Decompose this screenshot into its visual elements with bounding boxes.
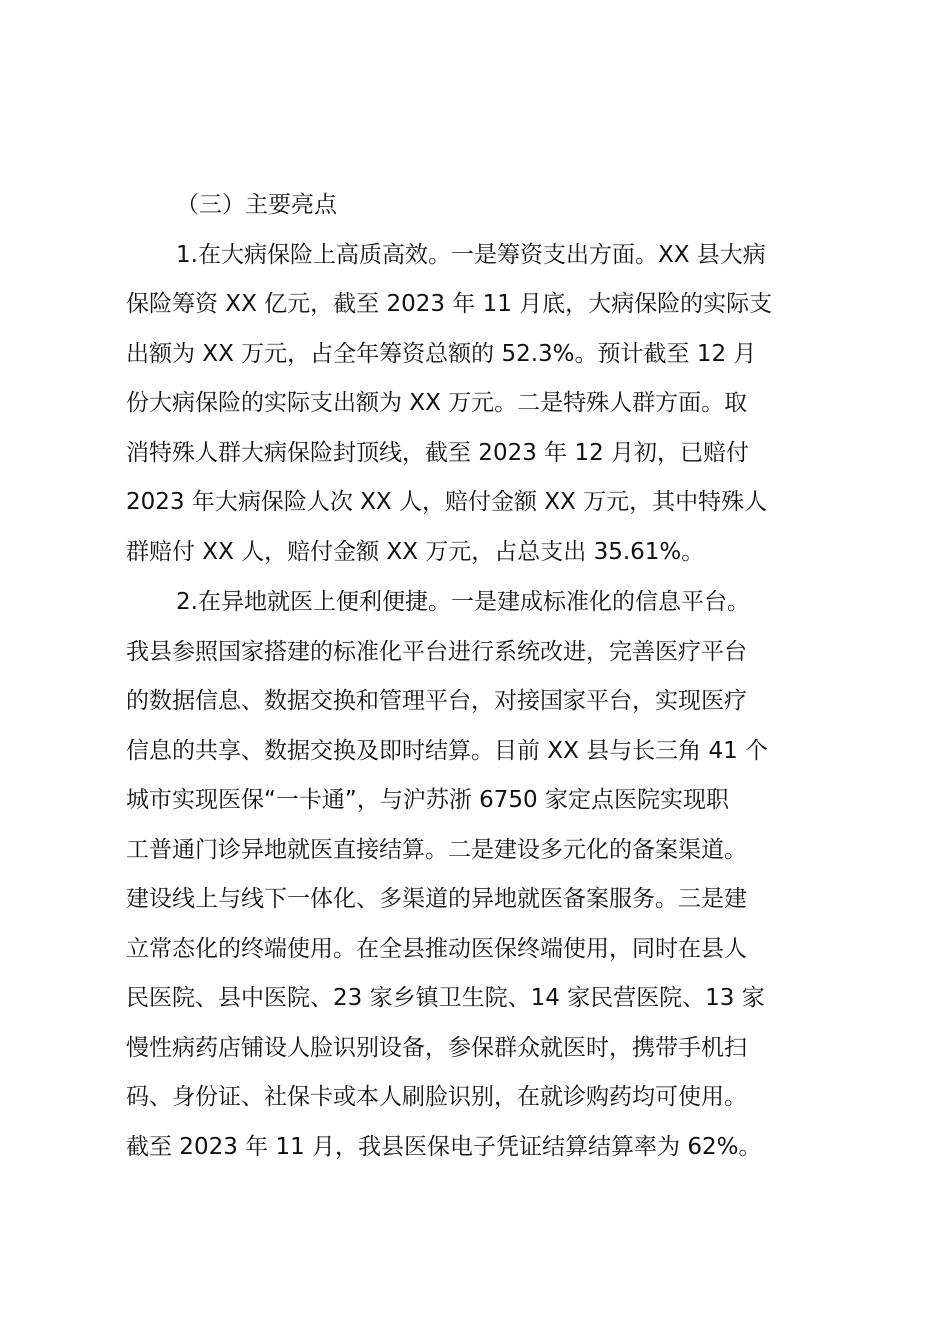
paragraph-2-line-7: 建设线上与线下一体化、多渠道的异地就医备案服务。三是建 <box>126 886 747 912</box>
paragraph-1-line-4: 份大病保险的实际支出额为 XX 万元。二是特殊人群方面。取 <box>126 390 748 416</box>
paragraph-2-line-6: 工普通门诊异地就医直接结算。二是建设多元化的备案渠道。 <box>126 837 747 863</box>
paragraph-2-line-12: 截至 2023 年 11 月，我县医保电子凭证结算结算率为 62%。 <box>126 1134 762 1160</box>
paragraph-1-line-7: 群赔付 XX 人，赔付金额 XX 万元，占总支出 35.61%。 <box>126 539 705 565</box>
paragraph-2-line-3: 的数据信息、数据交换和管理平台，对接国家平台，实现医疗 <box>126 688 747 714</box>
paragraph-1-line-2: 保险筹资 XX 亿元，截至 2023 年 11 月底，大病保险的实际支 <box>126 291 773 317</box>
paragraph-1-line-5: 消特殊人群大病保险封顶线，截至 2023 年 12 月初，已赔付 <box>126 440 750 466</box>
paragraph-1-line-3: 出额为 XX 万元，占全年筹资总额的 52.3%。预计截至 12 月 <box>126 341 757 367</box>
paragraph-2-line-4: 信息的共享、数据交换及即时结算。目前 XX 县与长三角 41 个 <box>126 738 769 764</box>
paragraph-1-line-6: 2023 年大病保险人次 XX 人，赔付金额 XX 万元，其中特殊人 <box>126 489 768 515</box>
paragraph-2-line-2: 我县参照国家搭建的标准化平台进行系统改进，完善医疗平台 <box>126 639 747 665</box>
paragraph-2-line-5: 城市实现医保“一卡通”，与沪苏浙 6750 家定点医院实现职 <box>126 787 729 813</box>
paragraph-2-line-8: 立常态化的终端使用。在全县推动医保终端使用，同时在县人 <box>126 936 747 962</box>
paragraph-2-line-1: 2.在异地就医上便利便捷。一是建成标准化的信息平台。 <box>176 589 750 615</box>
paragraph-2-line-10: 慢性病药店铺设人脸识别设备，参保群众就医时，携带手机扫 <box>126 1035 747 1061</box>
paragraph-2-line-9: 民医院、县中医院、23 家乡镇卫生院、14 家民营医院、13 家 <box>126 985 765 1011</box>
paragraph-1-line-1: 1.在大病保险上高质高效。一是筹资支出方面。XX 县大病 <box>176 242 766 268</box>
section-heading: （三）主要亮点 <box>176 192 337 218</box>
paragraph-2-line-11: 码、身份证、社保卡或本人刷脸识别，在就诊购药均可使用。 <box>126 1084 747 1110</box>
